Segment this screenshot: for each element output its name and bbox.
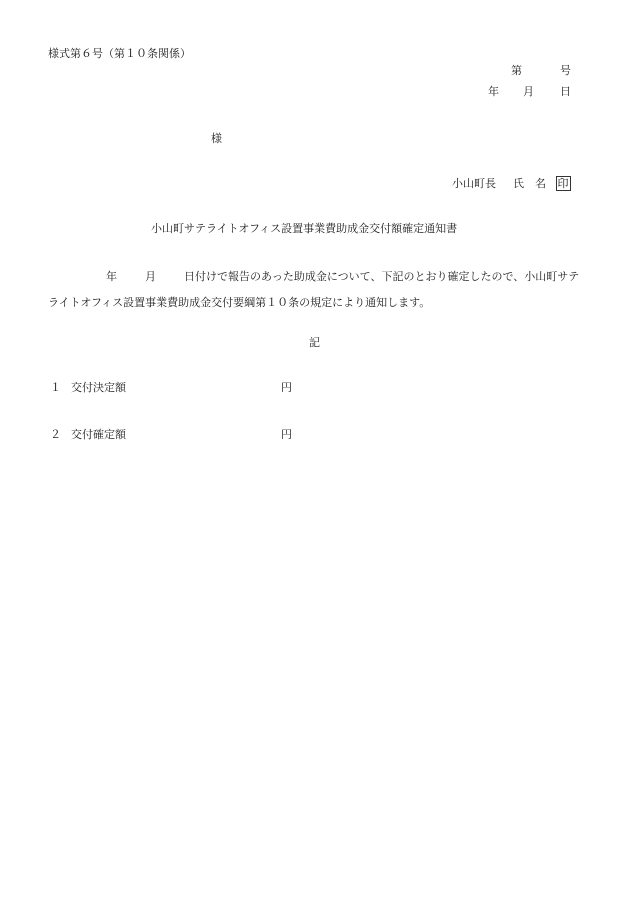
sender-title: 小山町長 [452, 177, 496, 190]
item-1-label: 交付決定額 [71, 381, 126, 394]
item-1-number: １ [50, 381, 61, 394]
body-month-label: 月 [145, 270, 156, 283]
ref-no-prefix: 第 [511, 64, 522, 77]
ref-no-suffix: 号 [560, 64, 571, 77]
addressee-suffix: 様 [211, 132, 222, 145]
date-year-label: 年 [488, 85, 499, 98]
sender-line [452, 176, 571, 191]
document-title: 小山町サテライトオフィス設置事業費助成金交付額確定通知書 [151, 222, 458, 235]
body-text: 日付けで報告のあった助成金について、下記のとおり確定したので、小山町サテライトオフィス設置事業費助成金交付要綱第１０条の規定により通知します。 [48, 270, 580, 309]
date-month-label: 月 [523, 85, 534, 98]
item-2-number: ２ [50, 428, 61, 441]
ki-heading: 記 [309, 336, 320, 349]
item-2-unit: 円 [281, 428, 292, 441]
item-1-unit: 円 [281, 381, 292, 394]
body-paragraph [48, 264, 588, 316]
body-year-label: 年 [106, 270, 117, 283]
seal-mark: 印 [557, 177, 569, 190]
form-number: 様式第６号（第１０条関係） [48, 47, 191, 60]
item-2-label: 交付確定額 [71, 428, 126, 441]
date-day-label: 日 [560, 85, 571, 98]
sender-name-label: 氏 名 [513, 177, 546, 190]
